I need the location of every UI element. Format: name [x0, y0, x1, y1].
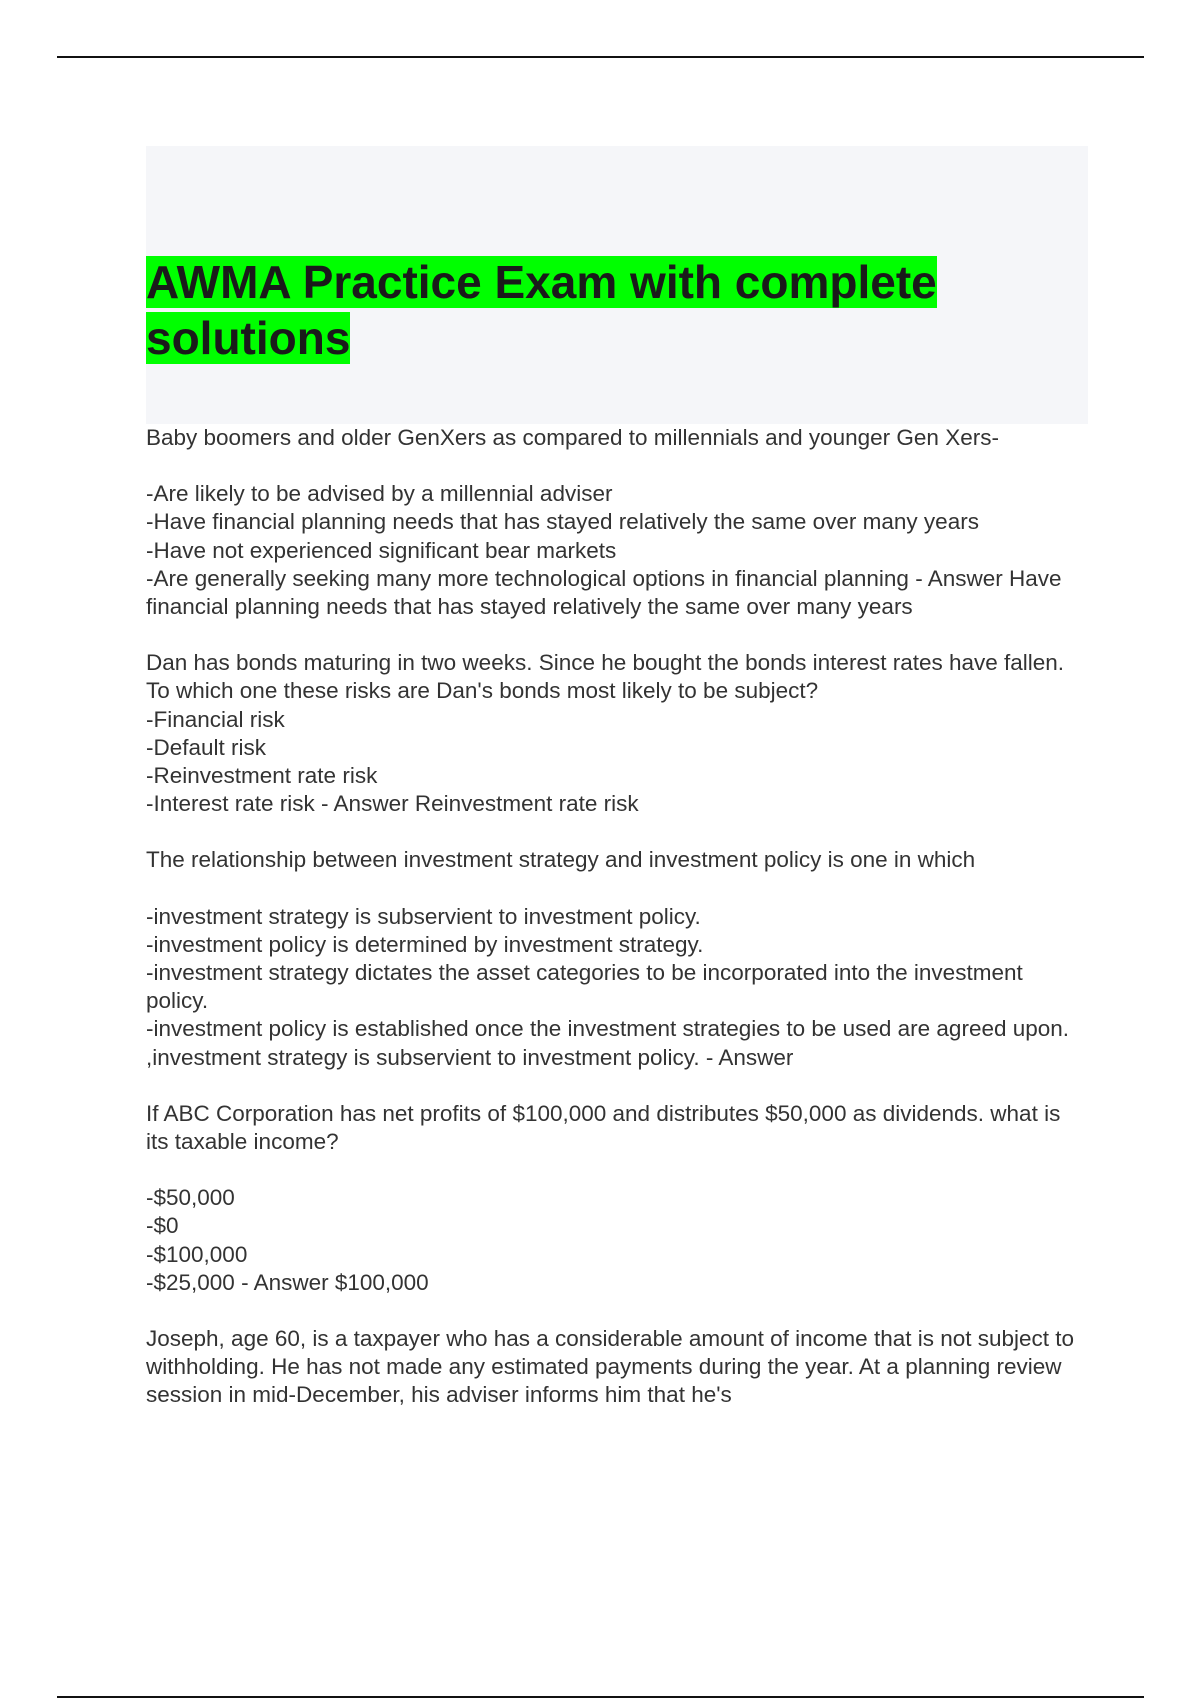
answer-option: -investment policy is established once the investment strategies to be used are agreed upon.	[146, 1016, 1070, 1042]
spacer	[146, 875, 1088, 903]
title-highlight: AWMA Practice Exam with complete solutions	[146, 256, 937, 364]
question-block	[146, 1100, 1088, 1297]
answer-option: -Interest rate risk - Answer Reinvestment rate risk	[146, 791, 639, 817]
question-prompt: Joseph, age 60, is a taxpayer who has a considerable amount of income that is not subject to withholding. He has not made any estimated payments during the year. At a planning review session in mid-December, his adviser informs him that he's	[146, 1326, 1075, 1408]
question-prompt: The relationship between investment strategy and investment policy is one in which	[146, 847, 976, 873]
question-prompt: If ABC Corporation has net profits of $100,000 and distributes $50,000 as dividends. what is its taxable income?	[146, 1100, 1061, 1155]
spacer	[146, 1156, 1088, 1184]
question-block	[146, 649, 1088, 818]
question-prompt: Dan has bonds maturing in two weeks. Since he bought the bonds interest rates have fallen. To which one these risks are Dan's bonds most likely to be subject?	[146, 650, 1065, 704]
answer-option: -Financial risk	[146, 706, 285, 732]
answer-option: -$50,000	[146, 1185, 235, 1211]
document-body	[146, 146, 1088, 1438]
answer-option: ,investment strategy is subservient to investment policy. - Answer	[146, 1044, 794, 1070]
answer-option: -investment strategy dictates the asset categories to be incorporated into the investment policy.	[146, 960, 1029, 1014]
answer-option: -Default risk	[146, 734, 267, 760]
answer-option: -Have not experienced significant bear markets	[146, 537, 617, 563]
answer-option: -Have financial planning needs that has stayed relatively the same over many years	[146, 509, 979, 535]
answer-option: -Are generally seeking many more technological options in financial planning - Answer Have financial planning needs that has stayed relatively the same over many years	[146, 565, 1068, 620]
answer-option: -$0	[146, 1213, 179, 1239]
document-title	[146, 254, 1026, 366]
answer-option: -$25,000 - Answer $100,000	[146, 1269, 429, 1295]
question-block	[146, 424, 1088, 621]
answer-option: -$100,000	[146, 1241, 248, 1267]
answer-option: -Are likely to be advised by a millennial adviser	[146, 481, 613, 507]
question-list	[146, 424, 1088, 1410]
question-block	[146, 846, 1088, 1071]
bottom-rule	[57, 1696, 1144, 1698]
answer-option: -investment strategy is subservient to investment policy.	[146, 903, 701, 929]
answer-option: -Reinvestment rate risk	[146, 763, 378, 789]
spacer	[146, 452, 1088, 480]
top-rule	[57, 56, 1144, 58]
question-prompt: Baby boomers and older GenXers as compared to millennials and younger Gen Xers-	[146, 425, 999, 450]
answer-option: -investment policy is determined by investment strategy.	[146, 931, 704, 957]
question-block	[146, 1325, 1088, 1410]
title-banner	[146, 146, 1088, 424]
